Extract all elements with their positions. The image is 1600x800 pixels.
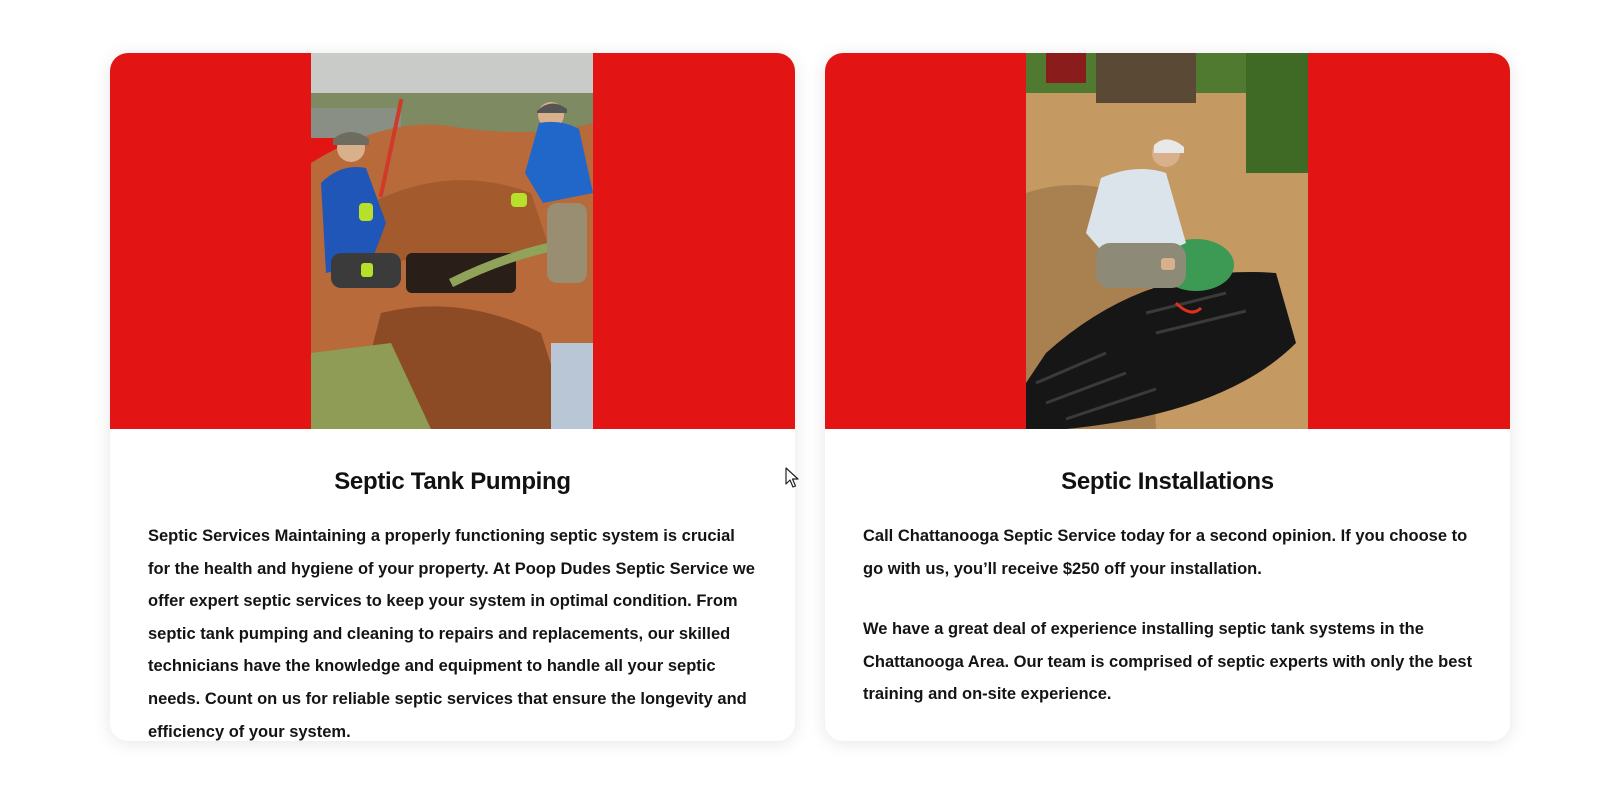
septic-installation-photo [1026,53,1308,429]
card-paragraph: Call Chattanooga Septic Service today for a second opinion. If you choose to go with us, you’ll receive $250 off your installation. [863,527,1468,578]
card-paragraph: We have a great deal of experience installing septic tank systems in the Chattanooga Area. Our team is comprised of septic experts with only the best training and on-site experience. [863,620,1473,704]
card-title: Septic Tank Pumping [334,468,571,495]
service-card-installations [825,53,1510,741]
card-description [863,520,1475,711]
card-paragraph: Septic Services Maintaining a properly functioning septic system is crucial for the health and hygiene of your property. At Poop Dudes Septic Service we offer expert septic services to keep your system in optimal condition. From septic tank pumping and cleaning to repairs and replacements, our skilled technicians have the knowledge and equipment to handle all your septic needs. Count on us for reliable septic services that ensure the longevity and efficiency of your system. [148,527,755,741]
mouse-pointer-icon [785,467,799,489]
card-hero-banner [110,53,795,429]
septic-pumping-photo [311,53,593,429]
card-description [148,520,760,741]
card-title: Septic Installations [1061,468,1274,495]
card-hero-banner [825,53,1510,429]
service-card-pumping [110,53,795,741]
